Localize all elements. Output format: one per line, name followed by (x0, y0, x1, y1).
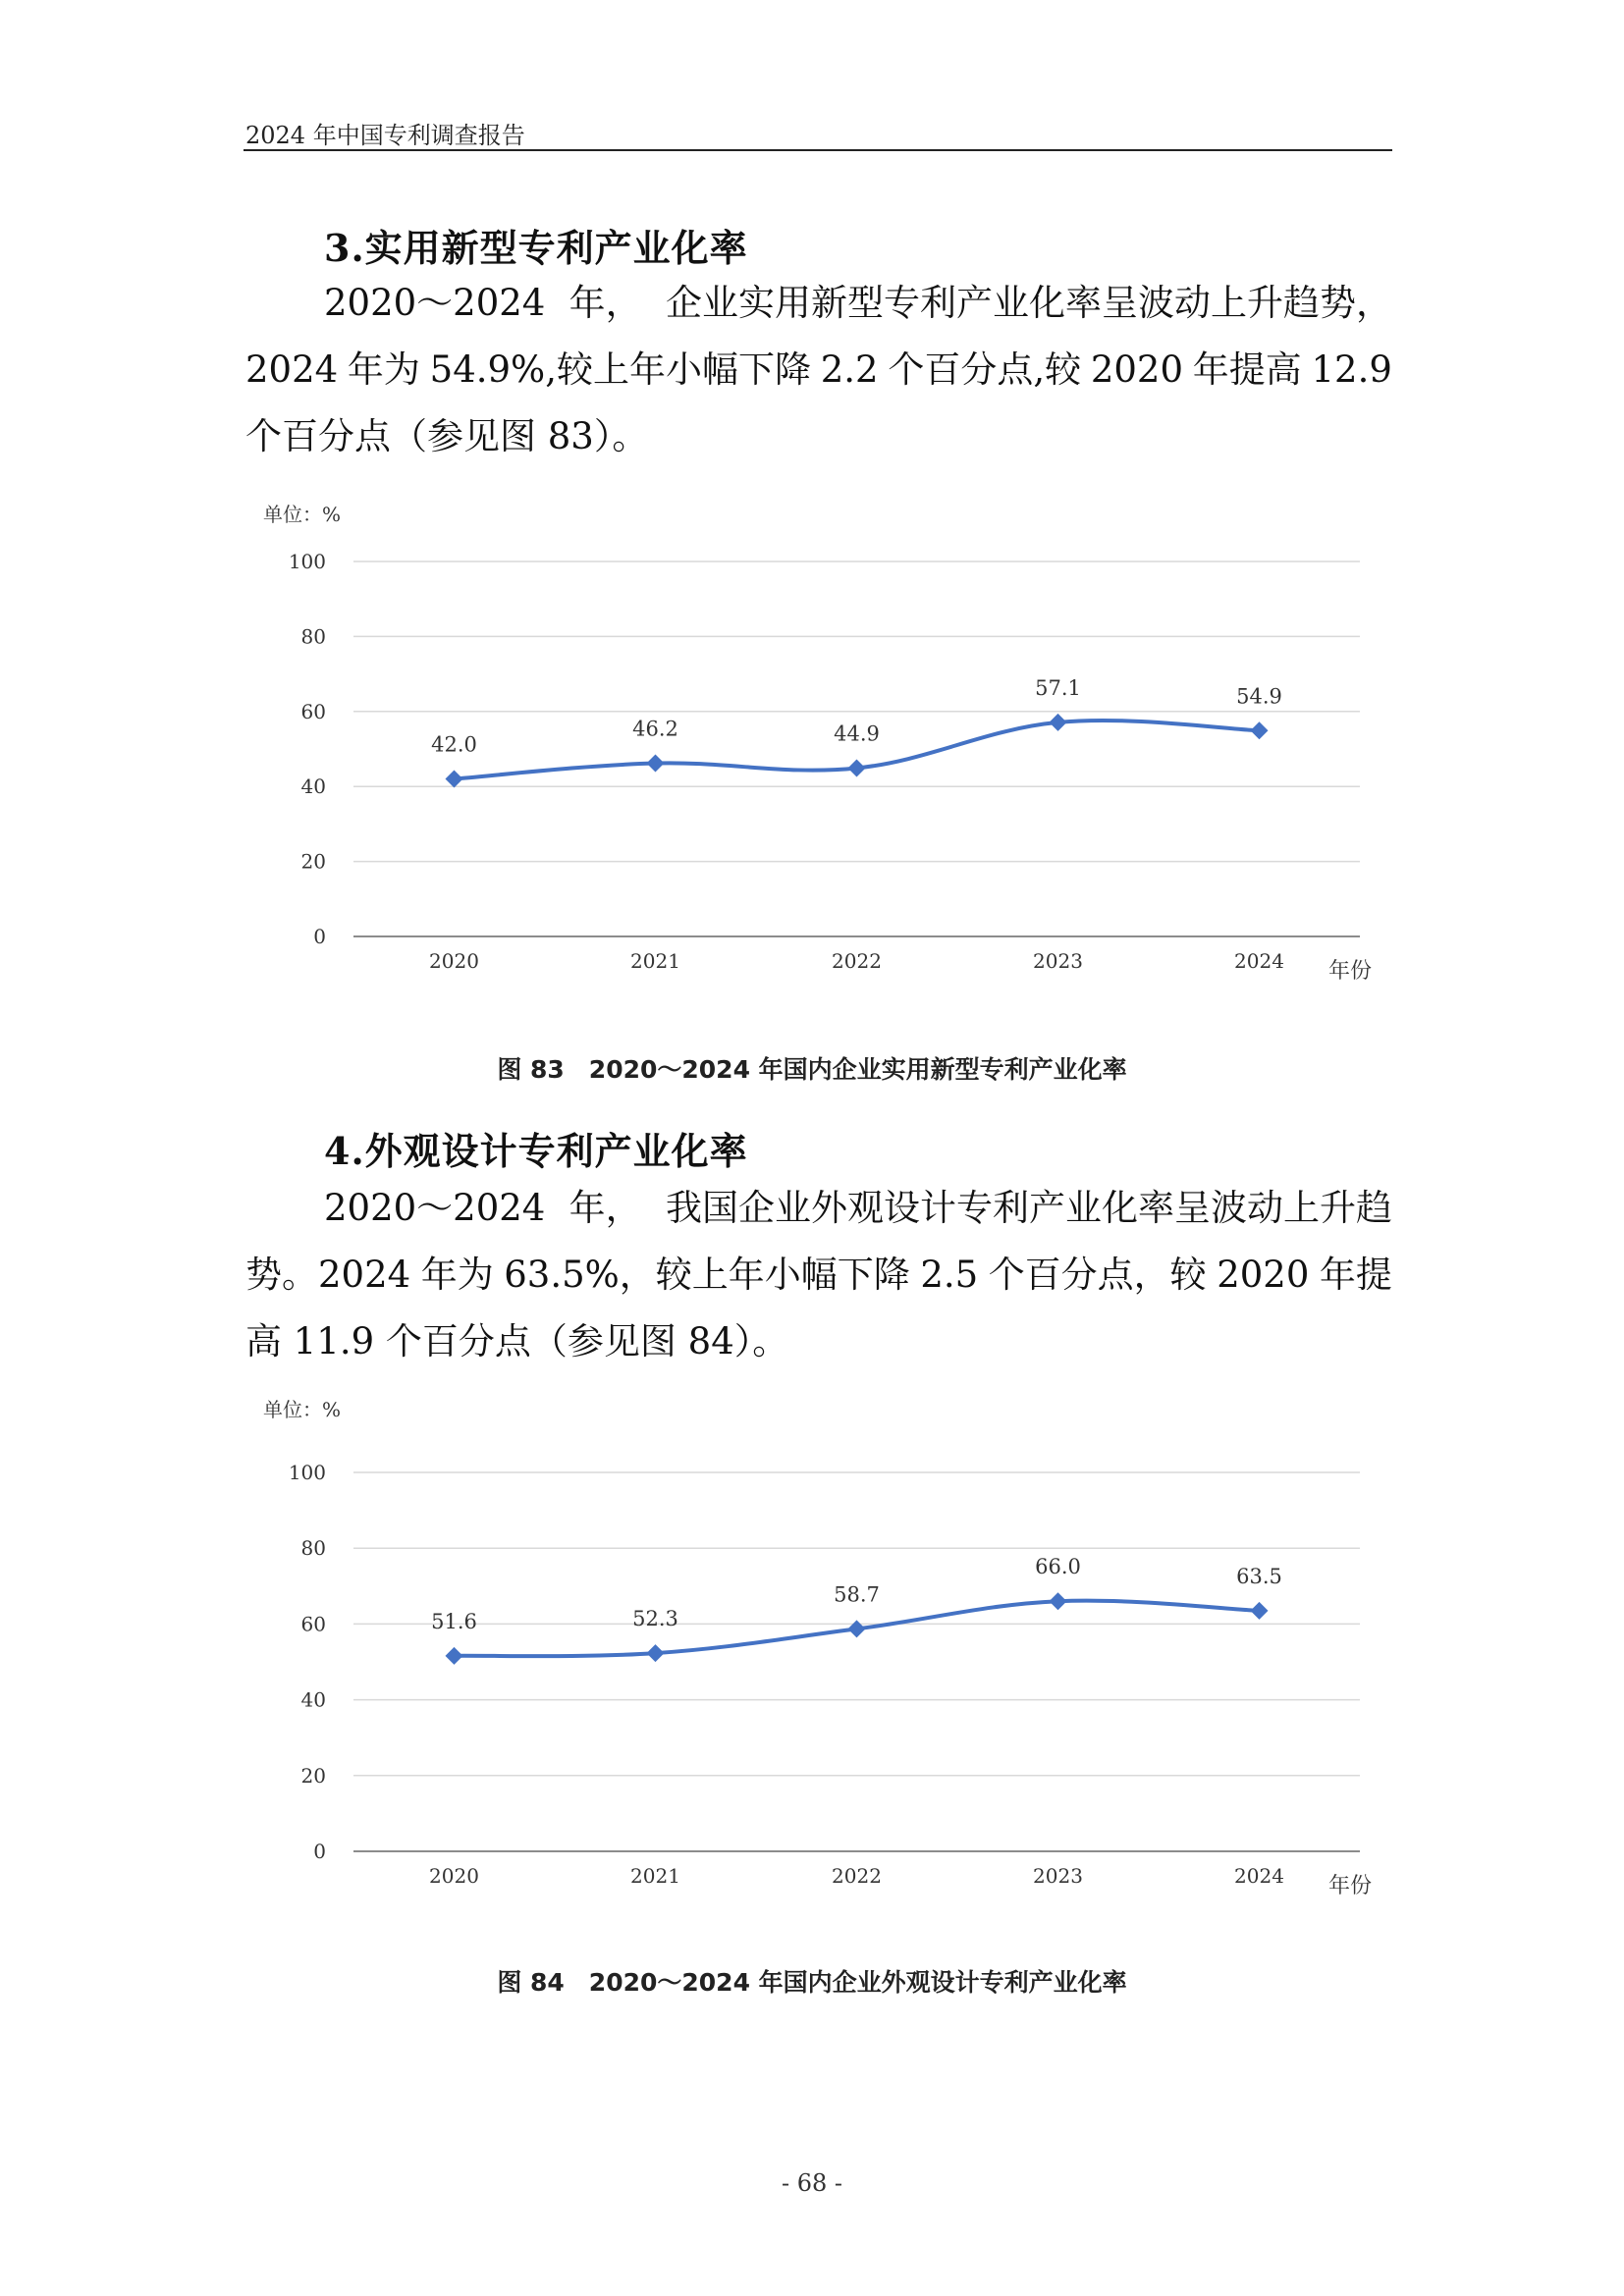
page-header-title: 2024 年中国专利调查报告 (245, 122, 525, 149)
data-point (647, 1644, 665, 1662)
data-label: 46.2 (632, 717, 678, 741)
section-heading-utility-model: 3.实用新型专利产业化率 (324, 226, 748, 270)
text-segment: 企业实用新型专利产业化率呈波动上升趋势， (665, 282, 1392, 324)
text-segment: 年， (568, 1187, 642, 1229)
data-point (1050, 714, 1067, 731)
data-point (848, 1620, 866, 1637)
paragraph-line (245, 348, 1392, 391)
text-segment: 2020 (1217, 1254, 1310, 1296)
text-segment: 个百分点，较 (988, 1254, 1207, 1296)
figure-caption: 图 83 2020～2024 年国内企业实用新型专利产业化率 (497, 1055, 1127, 1084)
page-number: - 68 - (781, 2169, 842, 2197)
y-tick-label: 40 (300, 1687, 326, 1712)
x-tick-label: 2022 (832, 949, 882, 973)
x-tick-label: 2023 (1033, 1864, 1083, 1888)
data-label: 63.5 (1236, 1564, 1282, 1588)
data-point (1251, 1602, 1269, 1620)
data-point (1050, 1592, 1067, 1610)
text-segment: 年提 (1319, 1254, 1392, 1296)
text-segment: 年， (568, 282, 642, 324)
y-tick-label: 80 (300, 624, 326, 649)
data-point (647, 755, 665, 773)
paragraph-line (245, 415, 649, 457)
text-segment: 2.2 (820, 348, 879, 391)
x-tick-label: 2022 (832, 1864, 882, 1888)
x-tick-label: 2023 (1033, 949, 1083, 973)
data-label: 51.6 (431, 1609, 477, 1633)
y-tick-label: 80 (300, 1536, 326, 1561)
paragraph-line (245, 1320, 789, 1362)
y-tick-label: 20 (300, 1763, 326, 1788)
text-segment: 2020～2024 (324, 1187, 546, 1229)
data-label: 42.0 (431, 732, 477, 757)
data-label: 58.7 (834, 1582, 880, 1607)
text-segment: 势。2024 (245, 1254, 411, 1296)
data-label: 54.9 (1236, 684, 1282, 709)
data-point (446, 771, 463, 788)
y-tick-label: 20 (300, 849, 326, 874)
text-segment: 2020 (1090, 348, 1184, 391)
text-segment: 2020～2024 (324, 282, 546, 324)
chart-utility-model-rate (245, 530, 1394, 991)
x-tick-label: 2020 (429, 1864, 479, 1888)
text-segment: 2.5 (920, 1254, 979, 1296)
data-label: 44.9 (834, 721, 880, 746)
y-tick-label: 100 (288, 1461, 326, 1484)
text-segment: 63.5%，较上年小幅下降 (504, 1254, 910, 1296)
data-point (446, 1647, 463, 1665)
text-segment: 年为 (420, 1254, 494, 1296)
data-label: 66.0 (1035, 1555, 1081, 1579)
paragraph-line (324, 282, 1392, 324)
data-label: 52.3 (632, 1607, 678, 1631)
text-segment: 54.9%,较上年小幅下降 (429, 348, 811, 391)
y-tick-label: 100 (288, 550, 326, 573)
y-tick-label: 0 (313, 925, 326, 948)
header-rule (244, 149, 1392, 151)
text-segment: 个百分点（参见图 83）。 (245, 415, 649, 457)
text-segment: 个百分点,较 (888, 348, 1082, 391)
x-tick-label: 2020 (429, 949, 479, 973)
data-point (848, 759, 866, 776)
data-label: 57.1 (1035, 675, 1081, 700)
figure-caption: 图 84 2020～2024 年国内企业外观设计专利产业化率 (497, 1968, 1127, 1997)
text-segment: 高 11.9 个百分点（参见图 84）。 (245, 1320, 789, 1362)
text-segment: 年提高 (1192, 348, 1302, 391)
paragraph-line (324, 1187, 1392, 1229)
x-axis-label: 年份 (1327, 959, 1373, 984)
text-segment: 2024 (245, 348, 339, 391)
data-point (1251, 721, 1269, 739)
x-axis-label: 年份 (1327, 1874, 1373, 1898)
y-tick-label: 0 (313, 1840, 326, 1863)
y-tick-label: 40 (300, 774, 326, 799)
text-segment: 12.9 (1311, 348, 1392, 391)
x-tick-label: 2021 (630, 1864, 680, 1888)
x-tick-label: 2024 (1234, 949, 1284, 973)
chart-design-rate (245, 1433, 1394, 1914)
chart-unit-label: 单位：% (263, 1398, 342, 1421)
text-segment: 我国企业外观设计专利产业化率呈波动上升趋 (665, 1187, 1392, 1229)
section-heading-design: 4.外观设计专利产业化率 (324, 1129, 748, 1173)
y-tick-label: 60 (300, 1612, 326, 1636)
chart-unit-label: 单位：% (263, 503, 342, 526)
y-tick-label: 60 (300, 699, 326, 723)
paragraph-line (245, 1254, 1392, 1296)
text-segment: 年为 (347, 348, 420, 391)
x-tick-label: 2021 (630, 949, 680, 973)
x-tick-label: 2024 (1234, 1864, 1284, 1888)
